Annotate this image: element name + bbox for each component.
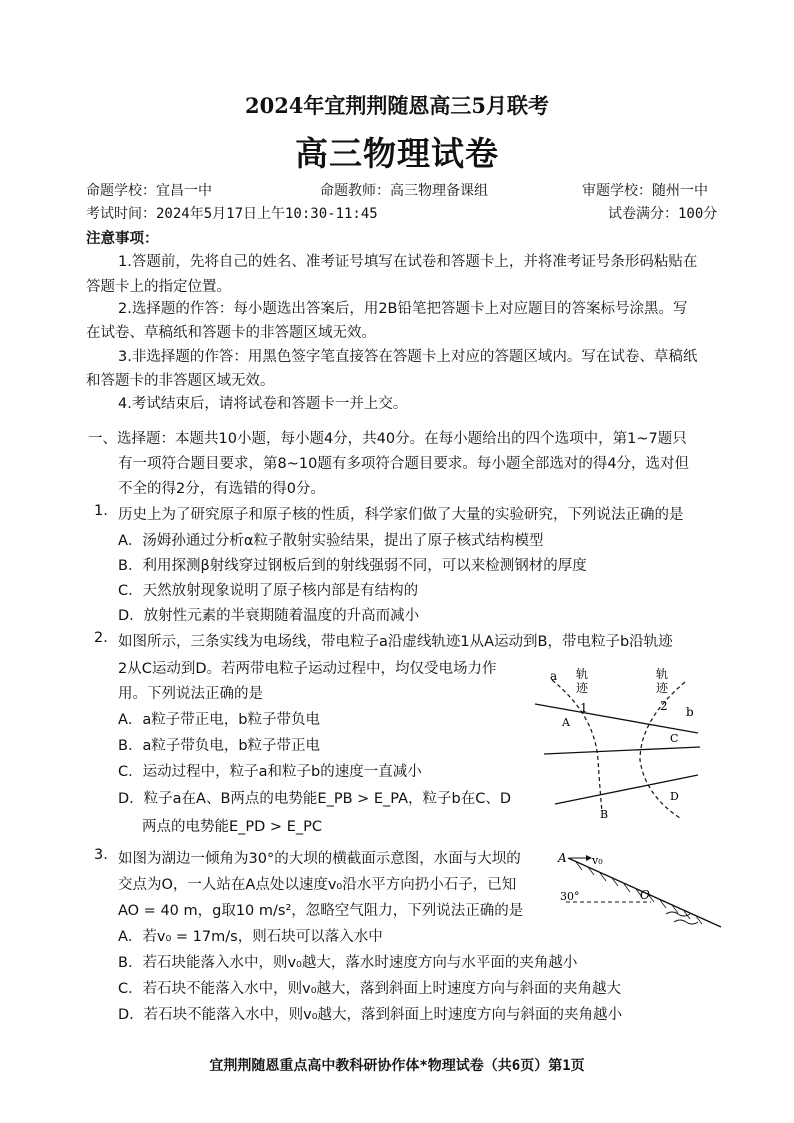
question-stem: 历史上为了研究原子和原子核的性质，科学家们做了大量的实验研究，下列说法正确的是 [118,507,684,523]
dam-hatching [576,862,702,924]
electric-field-figure [530,660,710,830]
point-label: O [640,888,650,902]
page-footer: 宜荆荆随恩重点高中教科研协作体*物理试卷（共6页）第1页 [209,1058,585,1074]
point-label: D [670,790,679,803]
question-number: 2. [94,630,108,646]
trajectory-1 [552,680,602,812]
notice-line: 3.非选择题的作答：用黑色签字笔直接答在答题卡上对应的答题区域内。写在试卷、草稿纸 [118,349,698,365]
notice-line: 和答题卡的非答题区域无效。 [86,373,275,389]
notice-line: 在试卷、草稿纸和答题卡的非答题区域无效。 [86,325,376,341]
meta-school: 命题学校：宜昌一中 [86,183,212,199]
dam-figure [556,842,726,932]
question-number: 3. [94,847,108,863]
notice-line: 4.考试结束后，请将试卷和答题卡一并上交。 [118,396,408,412]
section-instructions: 不全的得2分，有选错的得0分。 [118,481,325,497]
meta-score: 试卷满分：100分 [608,206,718,222]
notice-line: 答题卡上的指定位置。 [86,279,231,295]
meta-reviewer: 审题学校：随州一中 [582,183,708,199]
section-instructions: 一、选择题：本题共10小题，每小题4分，共40分。在每小题给出的四个选项中，第1~7题只 [88,431,687,447]
question-stem: 交点为O，一人站在A点处以速度v₀沿水平方向扔小石子，已知 [118,877,517,893]
question-stem: 如图为湖边一倾角为30°的大坝的横截面示意图，水面与大坝的 [118,851,521,867]
meta-teacher: 命题教师：高三物理备课组 [320,183,488,199]
velocity-label: v₀ [592,854,603,867]
question-stem: 如图所示，三条实线为电场线，带电粒子a沿虚线轨迹1从A运动到B，带电粒子b沿轨迹 [118,634,673,650]
option-b: B．a粒子带负电，b粒子带正电 [118,738,321,754]
figure-label: 1 [580,701,588,715]
figure-label: 轨 [576,667,589,681]
option-d: D．若石块不能落入水中，则v₀越大，落到斜面上时速度方向与斜面的夹角越小 [118,1007,623,1023]
field-line [535,704,698,733]
wave-icon [674,920,698,924]
point-label: C [670,732,679,745]
notice-line: 1.答题前，先将自己的姓名、准考证号填写在试卷和答题卡上，并将准考证号条形码粘贴在 [118,254,698,270]
question-stem: 用。下列说法正确的是 [118,686,263,702]
question-stem: 2从C运动到D。若两带电粒子运动过程中，均仅受电场力作 [118,661,497,677]
angle-label: 30° [560,890,580,903]
option-c: C．天然放射现象说明了原子核内部是有结构的 [118,583,419,599]
figure-label: 轨 [656,667,669,681]
point-label: B [600,808,609,821]
option-d: D．粒子a在A、B两点的电势能E_PB > E_PA，粒子b在C、D [118,791,512,807]
meta-time: 考试时间：2024年5月17日上午10:30-11:45 [86,206,378,222]
option-c: C．若石块不能落入水中，则v₀越大，落到斜面上时速度方向与斜面的夹角越大 [118,981,622,997]
point-label: A [558,851,567,865]
figure-label: 迹 [576,681,589,695]
question-number: 1. [94,503,108,519]
question-stem: AO = 40 m，g取10 m/s²，忽略空气阻力，下列说法正确的是 [118,903,524,919]
option-d-continued: 两点的电势能E_PD > E_PC [142,819,322,835]
exam-title: 2024年宜荆荆随恩高三5月联考 [244,93,550,118]
field-line [544,747,700,754]
option-b: B．若石块能落入水中，则v₀越大，落水时速度方向与水平面的夹角越小 [118,955,578,971]
figure-label: 迹 [656,681,669,695]
figure-label: a [550,669,558,683]
option-a: A．汤姆孙通过分析α粒子散射实验结果，提出了原子核式结构模型 [118,533,544,549]
exam-subtitle: 高三物理试卷 [295,134,499,173]
figure-label: b [686,705,694,719]
figure-label: 2 [660,699,668,713]
option-b: B．利用探测β射线穿过钢板后到的射线强弱不同，可以来检测钢材的厚度 [118,558,587,574]
notice-heading: 注意事项： [86,231,159,247]
notice-line: 2.选择题的作答：每小题选出答案后，用2B铅笔把答题卡上对应题目的答案标号涂黑。写 [118,301,688,317]
section-instructions: 有一项符合题目要求，第8~10题有多项符合题目要求。每小题全部选对的得4分，选对但 [118,456,690,472]
option-d: D．放射性元素的半衰期随着温度的升高而减小 [118,608,420,624]
option-c: C．运动过程中，粒子a和粒子b的速度一直减小 [118,764,422,780]
option-a: A．若v₀ = 17m/s，则石块可以落入水中 [118,929,383,945]
point-label: A [562,716,570,729]
option-a: A．a粒子带正电，b粒子带负电 [118,712,321,728]
